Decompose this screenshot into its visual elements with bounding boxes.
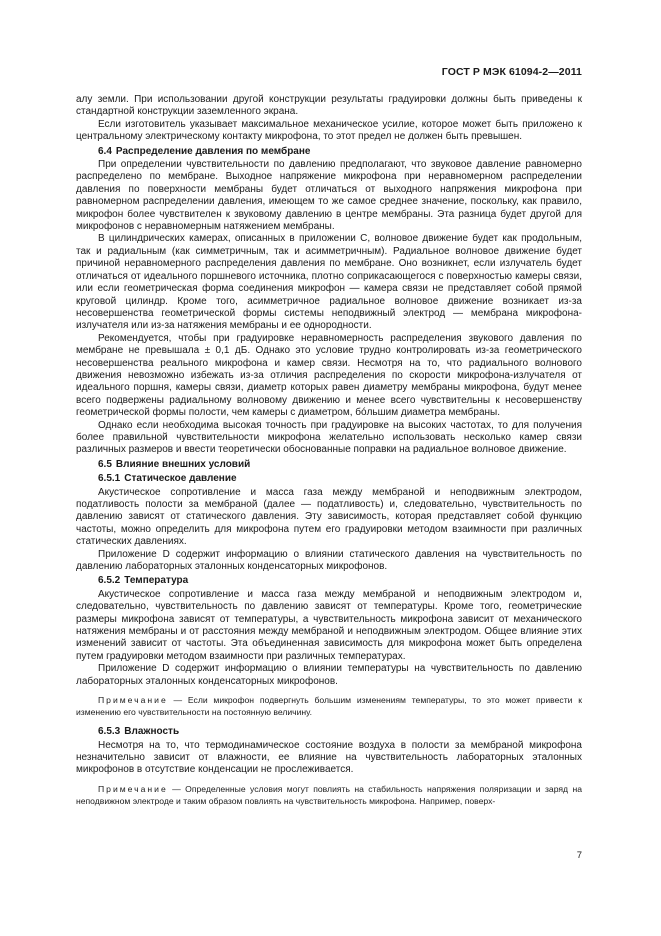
paragraph-6-5-3-1: Несмотря на то, что термодинамическое состояние воздуха в полости за мембраной микрофона незначительно зависит от влажности, ее влияние на чувствительность лабораторных эталонных микрофонов в отсутствие конденсации не прослеживается.: [76, 739, 582, 776]
section-number: 6.5.3: [98, 726, 121, 738]
note-temperature: [76, 694, 582, 718]
section-heading-6-5-2: [76, 575, 582, 587]
paragraph-6-5-2-2: Приложение D содержит информацию о влиянии температуры на чувствительность по давлению лабораторных эталонных конденсаторных микрофонов.: [76, 663, 582, 687]
paragraph-6-5-2-1: Акустическое сопротивление и масса газа между мембраной и неподвижным электродом и, следовательно, чувствительность по давлению зависят от температуры. Кроме того, геометрические размеры микрофона зависят от температуры, а чувствительность микрофона зависит от механического натяжения мембраны и от расстояния между мембраной и неподвижным электродом. Общее влияние этих изменений зависит от частоты. Эта объединенная зависимость для микрофона может быть определена путем градуировки методом взаимности при различных температурах.: [76, 588, 582, 662]
paragraph-6-4-3: Рекомендуется, чтобы при градуировке неравномерность распределения звукового давления по мембране не превышала ± 0,1 дБ. Однако это условие трудно контролировать из-за геометрического несовершенства реального микрофона и камер связи. Несмотря на то, что радиального волнового движения невозможно избежать из-за отличия распределения по скорости микрофона-излучателя от идеального поршня, камеры связи, диаметр которых равен диаметру мембраны микрофона, будут менее всего подвержены радиальному волновому движению и менее всего чувствительны к несовершенству геометрической формы полости, чем камеры с диаметром, бóльшим диаметра мембраны.: [76, 332, 582, 419]
section-title: Влияние внешних условий: [115, 458, 251, 470]
section-title: Температура: [124, 575, 189, 587]
section-number: 6.5.1: [98, 473, 121, 485]
section-title: Влажность: [124, 726, 180, 738]
section-title: Статическое давление: [124, 473, 237, 485]
paragraph-6-4-2: В цилиндрических камерах, описанных в приложении C, волновое движение будет как продольным, так и радиальным (как симметричным, так и асимметричным). Радиальное волновое движение будет причиной неравномерного распределения давления по мембране. Оно возникнет, если излучатель будет отличаться от идеального поршневого источника, плотно соприкасающегося с поверхностью камеры связи, или если геометрическая форма соединения микрофон — камера связи не представляет собой прямой круговой цилиндр. Кроме того, асимметричное радиальное волновое движение возникает из-за несовершенства геометрической формы системы неподвижный электрод — мембрана микрофона-излучателя или из-за натяжения мембраны и ее однородности.: [76, 233, 582, 332]
section-heading-6-5-3: [76, 726, 582, 738]
note-label: Примечание: [98, 783, 168, 794]
section-title: Распределение давления по мембране: [115, 145, 311, 157]
page-header-standard: ГОСТ Р МЭК 61094-2—2011: [441, 66, 582, 78]
page-content: [76, 94, 582, 815]
section-number: 6.4: [98, 145, 112, 157]
paragraph-continuation: алу земли. При использовании другой конструкции результаты градуировки должны быть приведены к стандартной конструкции заземленного экрана.: [76, 94, 582, 118]
section-heading-6-4: [76, 146, 582, 158]
note-text: — Если микрофон подвергнуть большим изменениям температуры, то это может привести к изменению его чувствительности на постоянную величину.: [76, 695, 582, 718]
paragraph-6-5-1-1: Акустическое сопротивление и масса газа между мембраной и неподвижным электродом, податливость полости за мембраной (далее — податливость) и, следовательно, чувствительность по давлению зависят от статического давления. Эту зависимость, которая представляет собой функцию частоты, можно определить для микрофона путем его градуировки методом взаимности при различных статических давлениях.: [76, 486, 582, 548]
note-label: Примечание: [98, 695, 168, 706]
note-humidity: [76, 783, 582, 807]
paragraph-6-4-1: При определении чувствительности по давлению предполагают, что звуковое давление равномерно распределено по мембране. Выходное напряжение микрофона при неравномерном распределении давления по поверхности мембраны будет отличаться от выходного напряжения микрофона при равномерном распределении давления, имеющем то же самое среднее значение, поскольку, как правило, микрофон более чувствителен к звуковому давлению в центре мембраны. Эта разница будет другой для микрофонов с неравномерным натяжением мембраны.: [76, 159, 582, 233]
paragraph-6-4-4: Однако если необходима высокая точность при градуировке на высоких частотах, то для получения более правильной чувствительности микрофона желательно использовать несколько камер связи различных размеров и ввести теоретически обоснованные поправки на радиальное волновое движение.: [76, 419, 582, 456]
section-number: 6.5.2: [98, 575, 121, 587]
page-number: 7: [576, 850, 582, 861]
note-text: — Определенные условия могут повлиять на стабильность напряжения поляризации и заряд на неподвижном электроде и таким образом повлиять на чувствительность микрофона. Например, поверх-: [76, 783, 582, 806]
paragraph-max-force: Если изготовитель указывает максимальное механическое усилие, которое может быть приложено к центральному электрическому контакту микрофона, то этот предел не должен быть превышен.: [76, 118, 582, 143]
section-heading-6-5: [76, 459, 582, 471]
paragraph-6-5-1-2: Приложение D содержит информацию о влиянии статического давления на чувствительность по давлению лабораторных эталонных конденсаторных микрофонов.: [76, 548, 582, 573]
section-number: 6.5: [98, 458, 112, 470]
section-heading-6-5-1: [76, 473, 582, 485]
